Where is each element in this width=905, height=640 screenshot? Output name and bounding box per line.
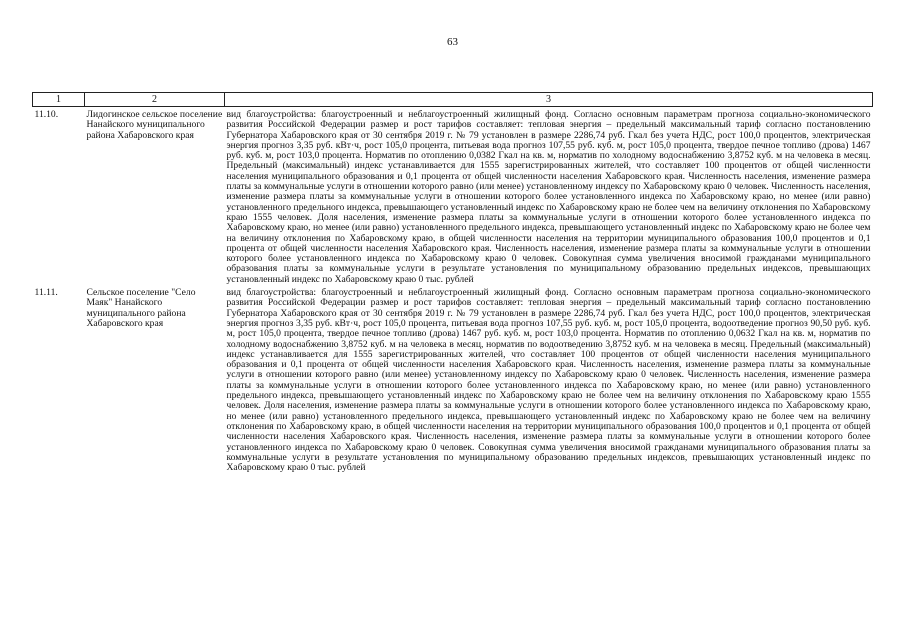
column-header-number: 1 xyxy=(33,93,85,107)
page-number: 63 xyxy=(447,36,458,48)
row-number: 11.11. xyxy=(34,287,58,299)
tariff-description: вид благоустройства: благоустроенный и неблагоустроенный жилищный фонд. Согласно основным параметрам прогноза социально-экономического развития Российской Федерации размер и рост тарифов составляет: тепловая энергия – предельный максимальный тариф согласно постановлению Губернатора Хабаровского края от 30 сентября 2019 г. № 79 установлен в размере 2286,74 руб. Гкал без учета НДС, рост 100,0 процентов, электрическая энергия прогноз 3,35 руб. кВт·ч, рост 105,0 процента, питьевая вода прогноз 107,55 руб. куб. м, рост 105,0 процента, водоотведение прогноз 90,50 руб. куб. м, рост 105,0 процента, твердое печное топливо (дрова) 1467 руб. куб. м, рост 103,0 процента. Норматив по отоплению 0,0632 Гкал на кв. м, норматив по холодному водоснабжению 3,8752 куб. м на человека в месяц, норматив по водоотведению 3,8752 куб. м на человека в месяц. Предельный (максимальный) индекс устанавливается для 1555 зарегистрированных жителей, что составляет 100 процентов от общей численности населения муниципального образования и 0,1 процента от общей численности населения Хабаровского края. Численность населения, изменение размера платы за коммунальные услуги в отношении которого равно (или менее) установленному индексу по Хабаровскому краю 0 человек. Численность населения, изменение размера платы за коммунальные услуги в отношении которого более установленного индекса по Хабаровскому краю, но менее (или равно) установленного предельного индекса, превышающего установленный индекс по Хабаровскому краю не более чем на величину отклонения по Хабаровскому краю 1555 человек. Доля населения, изменение размера платы за коммунальные услуги в отношении которого более установленного индекса по Хабаровскому краю, но менее (или равно) установленного предельного индекса, превышающего установленный индекс по Хабаровскому краю не более чем на величину отклонения по Хабаровскому краю, в общей численности населения на территории муниципального образования 100,0 процентов и 0,1 процента от общей численности населения Хабаровского края. Численность населения, изменение размера платы за коммунальные услуги в отношении которого более установленного индекса по Хабаровскому краю 0 человек. Совокупная сумма увеличения вносимой гражданами муниципального образования платы за коммунальные услуги в результате установления по муниципальному образованию предельных индексов, превышающих установленный индекс по Хабаровскому краю 0 тыс. рублей xyxy=(226,287,871,474)
tariff-description: вид благоустройства: благоустроенный и неблагоустроенный жилищный фонд. Согласно основным параметрам прогноза социально-экономического развития Российской Федерации размер и рост тарифов составляет: тепловая энергия – предельный максимальный тариф согласно постановлению Губернатора Хабаровского края от 30 сентября 2019 г. № 79 установлен в размере 2286,74 руб. Гкал без учета НДС, рост 100,0 процентов, электрическая энергия прогноз 3,35 руб. кВт·ч, рост 105,0 процента, питьевая вода прогноз 107,55 руб. куб. м, рост 105,0 процента, твердое печное топливо (дрова) 1467 руб. куб. м, рост 103,0 процента. Норматив по отоплению 0,0382 Гкал на кв. м, норматив по холодному водоснабжению 3,8752 куб. м на человека в месяц. Предельный (максимальный) индекс устанавливается для 1555 зарегистрированных жителей, что составляет 100 процентов от общей численности населения муниципального образования и 0,1 процента от общей численности населения Хабаровского края. Численность населения, изменение размера платы за коммунальные услуги в отношении которого равно (или менее) установленному индексу по Хабаровскому краю 0 человек. Численность населения, изменение размера платы за коммунальные услуги в отношении которого более установленного индекса по Хабаровскому краю, но менее (или равно) установленного предельного индекса, превышающего установленный индекс по Хабаровскому краю не более чем на величину отклонения по Хабаровскому краю 1555 человек. Доля населения, изменение размера платы за коммунальные услуги в отношении которого более установленного индекса по Хабаровскому краю, но менее (или равно) установленного предельного индекса, превышающего установленный индекс по Хабаровскому краю не более чем на величину отклонения по Хабаровскому краю, в общей численности населения на территории муниципального образования 100,0 процентов и 0,1 процента от общей численности населения Хабаровского края. Численность населения, изменение размера платы за коммунальные услуги в отношении которого более установленного индекса по Хабаровскому краю 0 человек. Совокупная сумма увеличения вносимой гражданами муниципального образования платы за коммунальные услуги в результате установления по муниципальному образованию предельных индексов, превышающих установленный индекс по Хабаровскому краю 0 тыс. рублей xyxy=(226,109,871,285)
table-header-row xyxy=(33,93,873,107)
settlement-name: Сельское поселение "Село Маяк" Нанайского муниципального района Хабаровского края xyxy=(86,287,196,329)
tariff-table xyxy=(32,92,873,473)
row-number: 11.10. xyxy=(34,109,59,120)
column-header-settlement: 2 xyxy=(85,93,225,107)
table-row xyxy=(33,285,873,473)
settlement-name: Лидогинское сельское поселение Нанайского муниципального района Хабаровского края xyxy=(86,109,223,141)
column-header-description: 3 xyxy=(225,93,873,107)
table-row xyxy=(33,107,873,286)
